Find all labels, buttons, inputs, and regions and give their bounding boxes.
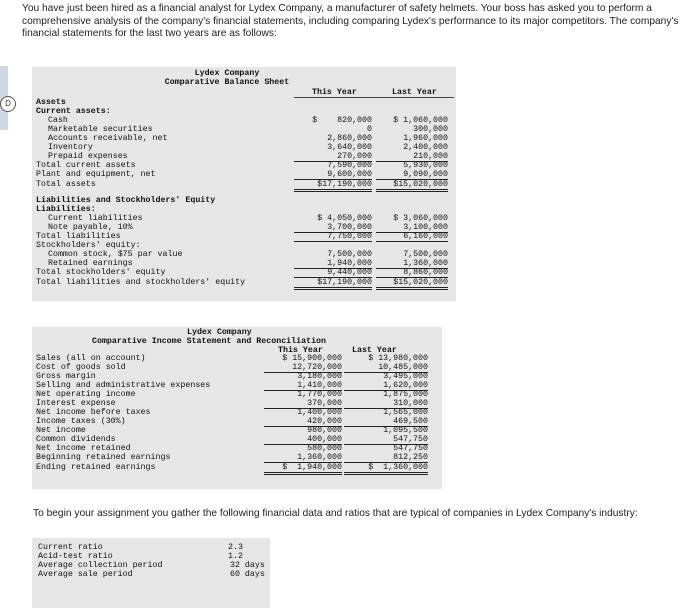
is-sga-last: 1,620,000	[344, 381, 428, 391]
bs-cash-last: $ 1,060,000	[393, 116, 448, 125]
bs-cs-last: 7,500,000	[403, 250, 448, 259]
bs-pre-last: 210,000	[376, 152, 448, 162]
is-interest: Interest expense	[36, 399, 116, 408]
is-tax-this: 420,000	[264, 417, 342, 427]
ind-current-ratio-value: 2.3	[228, 543, 243, 552]
is-title: Comparative Income Statement and Reconciliation	[92, 337, 327, 346]
bs-tl-last: 6,160,000	[376, 232, 448, 242]
is-ere-last: $ 1,360,000	[344, 463, 428, 475]
bs-total-liab: Total liabilities	[36, 232, 121, 241]
intro-paragraph: You have just been hired as a financial analyst for Lydex Company, a manufacturer of safety helmets. Your boss has asked you to perform a comprehensive analysis of the company's financial statements, including comparing Lydex's performance to its major competitors. The company's financial statements for the last two years are as follows:	[22, 3, 679, 40]
is-nibt-last: 1,565,000	[383, 408, 428, 417]
bs-total-le: Total liabilities and stockholders' equity	[36, 278, 246, 287]
is-taxes: Income taxes (30%)	[36, 417, 126, 426]
is-noi-this: 1,770,000	[297, 390, 342, 399]
bs-pe-this: 9,600,000	[294, 170, 372, 180]
is-div-last: 547,750	[344, 435, 428, 445]
bs-tse-last: 8,860,000	[376, 268, 448, 278]
is-nir-last: 547,750	[393, 444, 428, 453]
is-ere-this: $ 1,940,000	[264, 463, 342, 475]
bs-note: Note payable, 10%	[48, 223, 133, 232]
is-sales: Sales (all on account)	[36, 354, 146, 363]
bs-cl-this: $ 4,050,000	[317, 214, 372, 223]
is-nir: Net income retained	[36, 444, 131, 453]
is-noi-last: 1,875,000	[383, 390, 428, 399]
is-sga: Selling and administrative expenses	[36, 381, 211, 390]
bs-assets: Assets	[36, 98, 66, 107]
is-bre-this: 1,360,000	[264, 453, 342, 463]
is-cogs-this: 12,720,000	[264, 363, 342, 373]
bs-liab-heading: Liabilities and Stockholders' Equity	[36, 196, 216, 205]
bs-tca-last: 5,930,000	[403, 161, 448, 170]
ind-acid-test-value: 1.2	[228, 552, 243, 561]
is-nibt: Net income before taxes	[36, 408, 151, 417]
bs-pre-this: 270,000	[294, 152, 372, 162]
bs-tl-this: 7,750,000	[294, 232, 372, 242]
ind-acid-test: Acid-test ratio	[38, 552, 113, 561]
is-tax-last: 469,500	[344, 417, 428, 427]
is-col-this: This Year	[278, 346, 323, 355]
bs-inv-last: 2,400,000	[403, 143, 448, 152]
bs-inventory: Inventory	[48, 143, 93, 152]
ind-sale-period-value: 60 days	[230, 570, 265, 579]
bs-common: Common stock, $75 par value	[48, 250, 183, 259]
is-col-last: Last Year	[352, 346, 397, 355]
is-nir-this: 580,000	[307, 444, 342, 453]
is-gross: Gross margin	[36, 372, 96, 381]
bs-ta-this: $17,190,000	[294, 180, 372, 192]
bs-liabilities: Liabilities:	[36, 205, 96, 214]
is-ni-this: 980,000	[307, 426, 342, 435]
bs-current-assets: Current assets:	[36, 107, 111, 116]
bs-retained: Retained earnings	[48, 259, 133, 268]
is-company: Lydex Company	[187, 328, 252, 337]
bs-ar-last: 1,960,000	[403, 134, 448, 143]
bs-tca-this: 7,590,000	[327, 161, 372, 170]
bs-tle-this: $17,190,000	[294, 278, 372, 290]
ind-current-ratio: Current ratio	[38, 543, 103, 552]
bs-header-rule	[294, 97, 454, 98]
bs-inv-this: 3,640,000	[327, 143, 372, 152]
bs-pe-last: 9,090,000	[376, 170, 448, 180]
is-ere: Ending retained earnings	[36, 463, 156, 472]
bs-current-liab: Current liabilities	[48, 214, 143, 223]
ind-collection: Average collection period	[38, 561, 163, 570]
bs-col-last: Last Year	[392, 88, 437, 97]
ind-sale-period: Average sale period	[38, 570, 133, 579]
balance-sheet	[32, 67, 456, 301]
bs-re-this: 1,940,000	[294, 259, 372, 269]
is-div-this: 400,000	[264, 435, 342, 445]
bs-mkt-this: 0	[367, 125, 372, 134]
bs-cl-last: $ 3,060,000	[393, 214, 448, 223]
is-ni-last: 1,095,500	[383, 426, 428, 435]
bs-mkt-last: 300,000	[413, 125, 448, 134]
is-bre: Beginning retained earnings	[36, 453, 171, 462]
bs-np-last: 3,100,000	[376, 223, 448, 233]
industry-ratios	[32, 538, 270, 608]
industry-intro: To begin your assignment you gather the following financial data and ratios that are typical of companies in Lydex Company's industry:	[33, 508, 638, 519]
bs-total-se: Total stockholders' equity	[36, 268, 166, 277]
is-ni: Net income	[36, 426, 86, 435]
is-gm-last: 3,495,000	[383, 372, 428, 381]
bs-cash-this: $ 820,000	[312, 116, 372, 125]
bs-ar-this: 2,860,000	[327, 134, 372, 143]
bs-prepaid: Prepaid expenses	[48, 152, 128, 161]
bs-plant: Plant and equipment, net	[36, 170, 156, 179]
bs-receivable: Accounts receivable, net	[48, 134, 168, 143]
income-statement	[32, 327, 442, 489]
is-nibt-this: 1,400,000	[297, 408, 342, 417]
is-cogs-last: 10,485,000	[344, 363, 428, 373]
bs-np-this: 3,700,000	[294, 223, 372, 233]
is-gm-this: 3,180,000	[297, 372, 342, 381]
is-bre-last: 812,250	[344, 453, 428, 463]
bs-se-heading: Stockholders' equity:	[36, 241, 141, 250]
bs-col-this: This Year	[312, 88, 357, 97]
bs-title: Comparative Balance Sheet	[164, 78, 290, 87]
bs-tle-last: $15,020,000	[376, 278, 448, 290]
is-int-this: 370,000	[264, 399, 342, 409]
is-sales-this: $ 15,900,000	[282, 354, 342, 363]
bs-marketable: Marketable securities	[48, 125, 153, 134]
is-sga-this: 1,410,000	[264, 381, 342, 391]
bs-cs-this: 7,500,000	[327, 250, 372, 259]
is-div: Common dividends	[36, 435, 116, 444]
bs-cash: Cash	[48, 116, 68, 125]
edge-marker-icon: D	[0, 96, 16, 112]
bs-re-last: 1,360,000	[376, 259, 448, 269]
is-cogs: Cost of goods sold	[36, 363, 126, 372]
bs-company: Lydex Company	[194, 69, 260, 78]
bs-total-current: Total current assets	[36, 161, 136, 170]
bs-total-assets: Total assets	[36, 180, 96, 189]
bs-ta-last: $15,020,000	[376, 180, 448, 192]
ind-collection-value: 32 days	[230, 561, 265, 570]
is-int-last: 310,000	[344, 399, 428, 409]
is-sales-last: $ 13,980,000	[368, 354, 428, 363]
bs-tse-this: 9,440,000	[294, 268, 372, 278]
is-noi: Net operating income	[36, 390, 136, 399]
